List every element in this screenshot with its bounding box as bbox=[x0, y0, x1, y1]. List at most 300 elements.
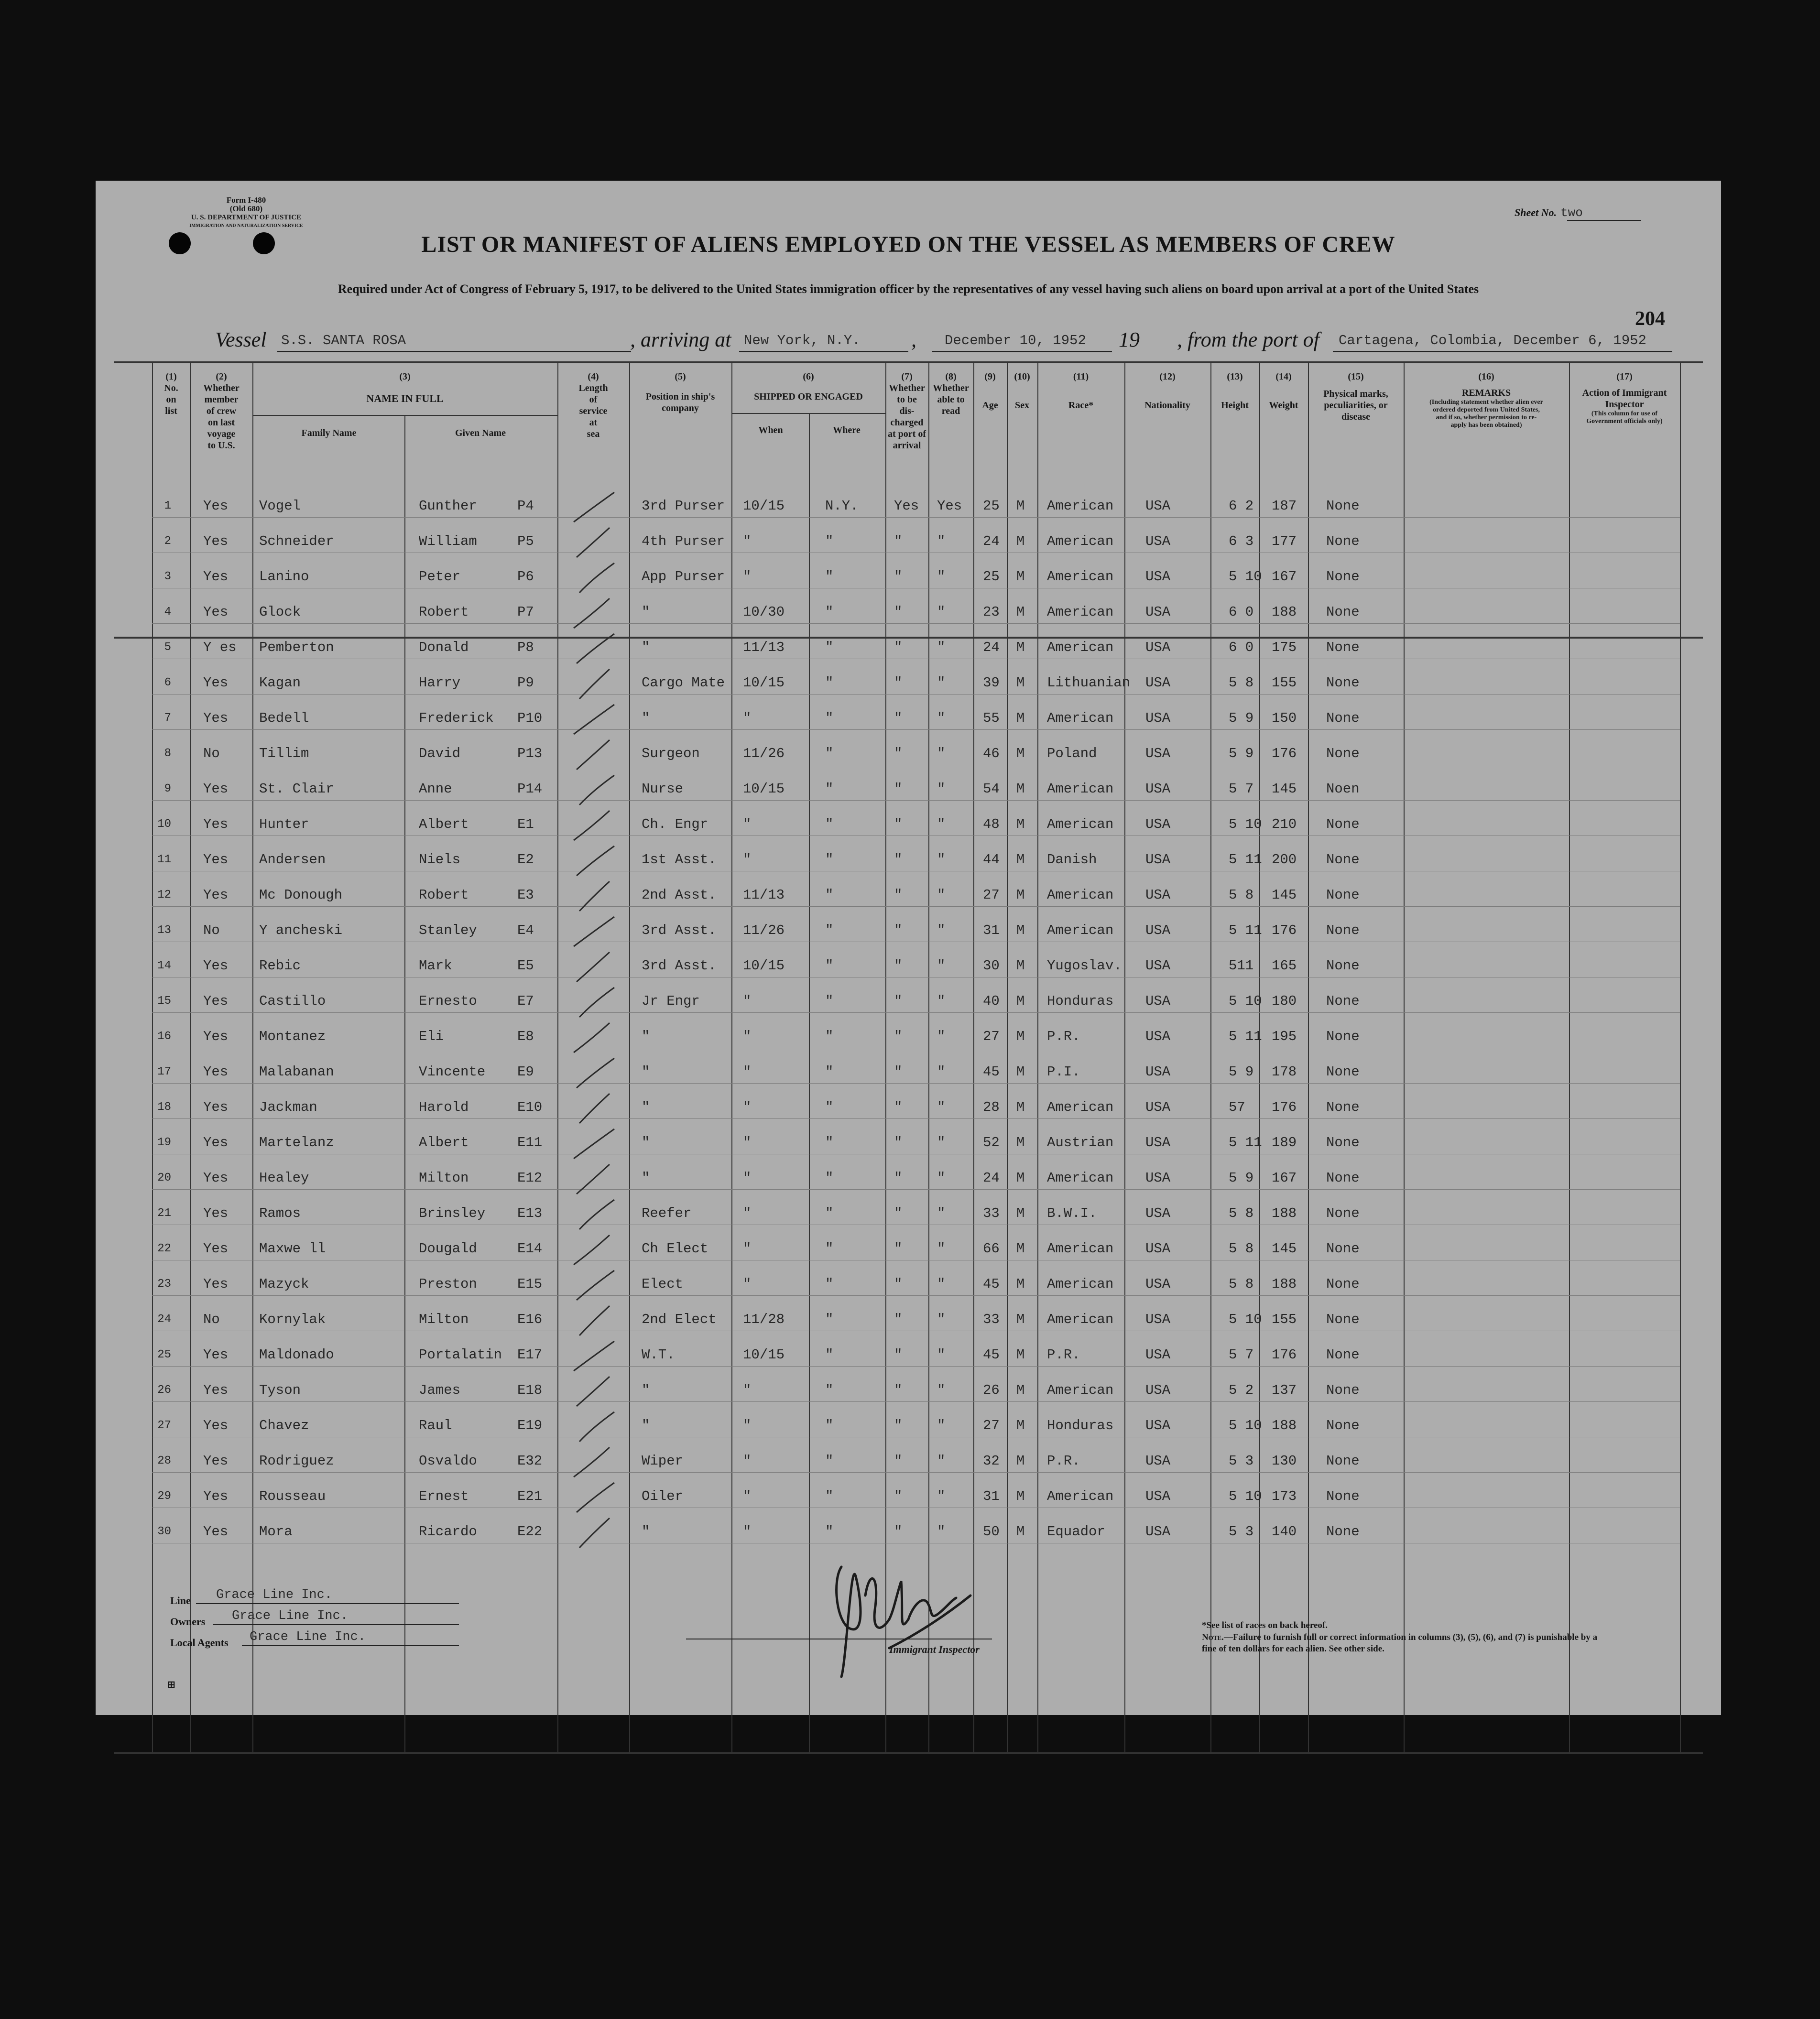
cell-marks: None bbox=[1326, 1382, 1360, 1398]
cell-weight: 140 bbox=[1272, 1524, 1297, 1540]
cell-nationality: USA bbox=[1145, 640, 1171, 655]
cell-race: American bbox=[1047, 640, 1114, 655]
cell-age: 27 bbox=[983, 1029, 1000, 1044]
service-stroke bbox=[577, 1270, 614, 1300]
cell-family: Jackman bbox=[259, 1099, 317, 1115]
sheet-number-block bbox=[1515, 206, 1691, 220]
line-label: Line bbox=[170, 1595, 191, 1607]
service-stroke bbox=[579, 1518, 610, 1548]
service-stroke bbox=[574, 811, 610, 840]
cell-age: 24 bbox=[983, 533, 1000, 549]
cell-where: " bbox=[825, 746, 834, 761]
cell-no: 17 bbox=[157, 1065, 171, 1078]
cell-code: E18 bbox=[517, 1382, 543, 1398]
cell-height: 5 2 bbox=[1229, 1382, 1254, 1398]
cell-prev: No bbox=[203, 923, 220, 938]
cell-family: Castillo bbox=[259, 993, 326, 1009]
cell-code: E11 bbox=[517, 1135, 543, 1151]
cell-where: " bbox=[825, 1312, 834, 1327]
cell-no: 9 bbox=[164, 782, 171, 795]
header-family-name: Family Name bbox=[301, 428, 357, 438]
cell-discharged: " bbox=[894, 1276, 903, 1292]
cell-weight: 189 bbox=[1272, 1135, 1297, 1151]
header-col-4: (4) Length of service at sea bbox=[578, 371, 608, 439]
cell-given: David bbox=[419, 746, 461, 761]
cell-marks: None bbox=[1326, 533, 1360, 549]
cell-nationality: USA bbox=[1145, 498, 1171, 514]
cell-nationality: USA bbox=[1145, 675, 1171, 691]
cell-height: 5 8 bbox=[1229, 887, 1254, 903]
cell-read: " bbox=[937, 710, 946, 726]
cell-marks: None bbox=[1326, 604, 1360, 620]
cell-discharged: " bbox=[894, 746, 903, 761]
cell-position: " bbox=[642, 1135, 650, 1151]
cell-height: 5 11 bbox=[1229, 923, 1262, 938]
cell-given: Preston bbox=[419, 1276, 477, 1292]
cell-given: Harry bbox=[419, 675, 461, 691]
port-comma: , bbox=[911, 328, 916, 351]
cell-no: 8 bbox=[164, 747, 171, 760]
service-stroke bbox=[574, 1023, 610, 1053]
cell-race: American bbox=[1047, 1276, 1114, 1292]
row-rule bbox=[152, 1189, 1680, 1190]
service-stroke-mark bbox=[569, 1479, 626, 1517]
cell-discharged: " bbox=[894, 1170, 903, 1186]
cell-marks: None bbox=[1326, 887, 1360, 903]
cell-given: Mark bbox=[419, 958, 452, 974]
cell-marks: None bbox=[1326, 852, 1360, 868]
cell-code: E9 bbox=[517, 1064, 534, 1080]
cell-nationality: USA bbox=[1145, 1488, 1171, 1504]
cell-family: Montanez bbox=[259, 1029, 326, 1044]
cell-when: " bbox=[743, 1241, 752, 1257]
cell-weight: 188 bbox=[1272, 604, 1297, 620]
service-stroke bbox=[579, 988, 614, 1017]
cell-no: 29 bbox=[157, 1490, 171, 1503]
cell-no: 3 bbox=[164, 570, 171, 583]
cell-marks: None bbox=[1326, 1029, 1360, 1044]
cell-code: P5 bbox=[517, 533, 534, 549]
cell-prev: Yes bbox=[203, 1170, 229, 1186]
cell-when: " bbox=[743, 1418, 752, 1433]
service-stroke-mark bbox=[569, 488, 626, 527]
cell-discharged: " bbox=[894, 781, 903, 797]
header-col-1: (1) No. on list bbox=[164, 371, 178, 416]
service-stroke bbox=[579, 1200, 614, 1229]
cell-discharged: " bbox=[894, 1205, 903, 1221]
page-subtitle: Required under Act of Congress of February 5, 1917, to be delivered to the United States immigration officer by the representatives of any vessel having such aliens on board upon arrival at a port of the United States bbox=[338, 282, 1479, 296]
cell-where: " bbox=[825, 1135, 834, 1151]
cell-nationality: USA bbox=[1145, 1524, 1171, 1540]
cell-where: " bbox=[825, 958, 834, 974]
service-stroke-mark bbox=[569, 1267, 626, 1305]
cell-height: 5 11 bbox=[1229, 852, 1262, 868]
cell-weight: 155 bbox=[1272, 1312, 1297, 1327]
cell-race: American bbox=[1047, 498, 1114, 514]
cell-read: " bbox=[937, 993, 946, 1009]
cell-read: " bbox=[937, 1170, 946, 1186]
cell-discharged: " bbox=[894, 640, 903, 655]
cell-where: " bbox=[825, 1488, 834, 1504]
cell-family: Mc Donough bbox=[259, 887, 343, 903]
subheader-rule bbox=[731, 413, 885, 414]
form-agency: U. S. DEPARTMENT OF JUSTICE bbox=[191, 214, 302, 221]
header-col-2: (2) Whether member of crew on last voyage to U.S. bbox=[203, 371, 240, 451]
service-stroke bbox=[574, 1129, 614, 1159]
cell-height: 5 9 bbox=[1229, 1170, 1254, 1186]
cell-height: 5 10 bbox=[1229, 1418, 1262, 1433]
cell-marks: None bbox=[1326, 1418, 1360, 1433]
cell-sex: M bbox=[1016, 1488, 1025, 1504]
cell-read: " bbox=[937, 675, 946, 691]
cell-read: " bbox=[937, 1205, 946, 1221]
cell-age: 50 bbox=[983, 1524, 1000, 1540]
crew-table bbox=[114, 361, 1703, 1718]
cell-family: Chavez bbox=[259, 1418, 309, 1433]
race-note: *See list of races on back hereof. bbox=[1202, 1620, 1328, 1630]
cell-position: Nurse bbox=[642, 781, 684, 797]
cell-where: " bbox=[825, 710, 834, 726]
row-rule bbox=[152, 1118, 1680, 1119]
from-underline bbox=[1333, 351, 1672, 352]
cell-marks: Noen bbox=[1326, 781, 1360, 797]
cell-where: " bbox=[825, 533, 834, 549]
cell-weight: 195 bbox=[1272, 1029, 1297, 1044]
service-stroke-mark bbox=[569, 948, 626, 987]
cell-sex: M bbox=[1016, 1064, 1025, 1080]
cell-nationality: USA bbox=[1145, 923, 1171, 938]
cell-weight: 177 bbox=[1272, 533, 1297, 549]
cell-race: Equador bbox=[1047, 1524, 1105, 1540]
cell-weight: 180 bbox=[1272, 993, 1297, 1009]
cell-no: 6 bbox=[164, 676, 171, 689]
cell-race: Yugoslav. bbox=[1047, 958, 1122, 974]
cell-code: P6 bbox=[517, 569, 534, 585]
cell-prev: Yes bbox=[203, 781, 229, 797]
cell-sex: M bbox=[1016, 675, 1025, 691]
service-stroke-mark bbox=[569, 984, 626, 1022]
service-stroke-mark bbox=[569, 736, 626, 774]
cell-discharged: " bbox=[894, 958, 903, 974]
cell-discharged: " bbox=[894, 675, 903, 691]
cell-code: E7 bbox=[517, 993, 534, 1009]
cell-family: Schneider bbox=[259, 533, 334, 549]
cell-when: 11/13 bbox=[743, 640, 785, 655]
cell-sex: M bbox=[1016, 1347, 1025, 1363]
cell-race: American bbox=[1047, 604, 1114, 620]
cell-given: Frederick bbox=[419, 710, 494, 726]
service-stroke-mark bbox=[569, 559, 626, 597]
cell-where: " bbox=[825, 1347, 834, 1363]
inspector-signature bbox=[813, 1538, 1004, 1682]
cell-given: Gunther bbox=[419, 498, 477, 514]
cell-sex: M bbox=[1016, 1205, 1025, 1221]
cell-code: E32 bbox=[517, 1453, 543, 1469]
form-service: IMMIGRATION AND NATURALIZATION SERVICE bbox=[189, 223, 303, 228]
cell-where: " bbox=[825, 1064, 834, 1080]
service-stroke bbox=[577, 1377, 610, 1406]
cell-where: " bbox=[825, 1029, 834, 1044]
cell-height: 5 10 bbox=[1229, 816, 1262, 832]
cell-age: 24 bbox=[983, 640, 1000, 655]
cell-marks: None bbox=[1326, 1453, 1360, 1469]
cell-read: " bbox=[937, 852, 946, 868]
service-stroke-mark bbox=[569, 595, 626, 633]
cell-sex: M bbox=[1016, 498, 1025, 514]
service-stroke-mark bbox=[569, 913, 626, 951]
cell-position: Surgeon bbox=[642, 746, 700, 761]
manifest-sheet bbox=[96, 181, 1721, 1715]
fine-note-text: —Failure to furnish full or correct information in columns (3), (5), (6), and (7) is punishable by a fine of ten dollars for each alien. See other side. bbox=[1202, 1632, 1598, 1654]
service-stroke-mark bbox=[569, 524, 626, 562]
cell-nationality: USA bbox=[1145, 1347, 1171, 1363]
cell-height: 6 0 bbox=[1229, 604, 1254, 620]
cell-given: Osvaldo bbox=[419, 1453, 477, 1469]
cell-age: 33 bbox=[983, 1205, 1000, 1221]
row-rule bbox=[152, 800, 1680, 801]
cell-code: P8 bbox=[517, 640, 534, 655]
cell-age: 45 bbox=[983, 1276, 1000, 1292]
cell-code: E2 bbox=[517, 852, 534, 868]
cell-age: 55 bbox=[983, 710, 1000, 726]
cell-discharged: " bbox=[894, 1418, 903, 1433]
cell-marks: None bbox=[1326, 993, 1360, 1009]
cell-no: 23 bbox=[157, 1278, 171, 1291]
service-stroke-mark bbox=[569, 1408, 626, 1446]
cell-family: Hunter bbox=[259, 816, 309, 832]
cell-family: Mora bbox=[259, 1524, 293, 1540]
column-rule bbox=[1308, 361, 1309, 1752]
service-stroke-mark bbox=[569, 878, 626, 916]
column-rule bbox=[1569, 361, 1570, 1752]
service-stroke bbox=[579, 669, 610, 699]
cell-sex: M bbox=[1016, 1170, 1025, 1186]
service-stroke bbox=[577, 634, 614, 663]
service-stroke-mark bbox=[569, 701, 626, 739]
cell-race: Danish bbox=[1047, 852, 1097, 868]
service-stroke-mark bbox=[569, 1444, 626, 1482]
cell-no: 25 bbox=[157, 1348, 171, 1361]
cell-height: 5 3 bbox=[1229, 1524, 1254, 1540]
cell-family: Maldonado bbox=[259, 1347, 334, 1363]
cell-age: 48 bbox=[983, 816, 1000, 832]
cell-where: " bbox=[825, 1276, 834, 1292]
cell-prev: Yes bbox=[203, 1488, 229, 1504]
cell-race: Austrian bbox=[1047, 1135, 1114, 1151]
cell-when: " bbox=[743, 816, 752, 832]
cell-weight: 176 bbox=[1272, 746, 1297, 761]
column-rule bbox=[252, 361, 253, 1752]
fine-note bbox=[1202, 1632, 1613, 1655]
cell-prev: No bbox=[203, 746, 220, 761]
cell-when: 10/15 bbox=[743, 781, 785, 797]
cell-nationality: USA bbox=[1145, 1135, 1171, 1151]
year-label: 19 bbox=[1119, 328, 1140, 351]
cell-code: E1 bbox=[517, 816, 534, 832]
row-rule bbox=[152, 517, 1680, 518]
service-stroke bbox=[574, 598, 610, 628]
cell-marks: None bbox=[1326, 1312, 1360, 1327]
cell-no: 24 bbox=[157, 1313, 171, 1326]
cell-position: 3rd Purser bbox=[642, 498, 725, 514]
cell-weight: 188 bbox=[1272, 1205, 1297, 1221]
column-rule bbox=[731, 361, 732, 1752]
cell-position: 2nd Asst. bbox=[642, 887, 717, 903]
cell-read: " bbox=[937, 923, 946, 938]
cell-race: P.R. bbox=[1047, 1453, 1080, 1469]
cell-weight: 165 bbox=[1272, 958, 1297, 974]
cell-when: " bbox=[743, 1029, 752, 1044]
cell-no: 2 bbox=[164, 535, 171, 548]
header-col-15: (15) Physical marks, peculiarities, or disease bbox=[1323, 371, 1388, 422]
column-rule bbox=[1680, 361, 1681, 1752]
row-rule bbox=[152, 694, 1680, 695]
column-rule bbox=[557, 361, 558, 1752]
cell-prev: Yes bbox=[203, 533, 229, 549]
cell-family: Vogel bbox=[259, 498, 301, 514]
cell-position: 3rd Asst. bbox=[642, 923, 717, 938]
cell-position: Reefer bbox=[642, 1205, 692, 1221]
cell-race: P.R. bbox=[1047, 1029, 1080, 1044]
service-stroke bbox=[579, 1412, 614, 1442]
cell-read: " bbox=[937, 1135, 946, 1151]
cell-read: " bbox=[937, 1382, 946, 1398]
cell-nationality: USA bbox=[1145, 604, 1171, 620]
cell-no: 13 bbox=[157, 924, 171, 937]
cell-position: Jr Engr bbox=[642, 993, 700, 1009]
cell-read: " bbox=[937, 1276, 946, 1292]
cell-weight: 176 bbox=[1272, 1347, 1297, 1363]
cell-race: B.W.I. bbox=[1047, 1205, 1097, 1221]
cell-sex: M bbox=[1016, 1241, 1025, 1257]
cell-height: 5 3 bbox=[1229, 1453, 1254, 1469]
cell-marks: None bbox=[1326, 640, 1360, 655]
cell-no: 5 bbox=[164, 641, 171, 654]
cell-age: 39 bbox=[983, 675, 1000, 691]
agents-underline bbox=[242, 1645, 459, 1646]
cell-discharged: " bbox=[894, 816, 903, 832]
cell-read: " bbox=[937, 1418, 946, 1433]
cell-prev: No bbox=[203, 1312, 220, 1327]
service-stroke bbox=[574, 1447, 610, 1477]
cell-sex: M bbox=[1016, 710, 1025, 726]
column-rule bbox=[1037, 361, 1038, 1752]
cell-race: Honduras bbox=[1047, 1418, 1114, 1433]
header-col-7: (7) Whether to be dis- charged at port of arrival bbox=[888, 371, 926, 451]
cell-when: " bbox=[743, 1524, 752, 1540]
cell-discharged: " bbox=[894, 1382, 903, 1398]
cell-read: " bbox=[937, 1064, 946, 1080]
cell-no: 11 bbox=[157, 853, 171, 866]
cell-age: 46 bbox=[983, 746, 1000, 761]
row-rule bbox=[152, 1472, 1680, 1473]
cell-weight: 176 bbox=[1272, 923, 1297, 938]
cell-position: Elect bbox=[642, 1276, 684, 1292]
column-rule bbox=[1404, 361, 1405, 1752]
cell-position: " bbox=[642, 1099, 650, 1115]
cell-where: " bbox=[825, 887, 834, 903]
cell-age: 45 bbox=[983, 1347, 1000, 1363]
cell-nationality: USA bbox=[1145, 533, 1171, 549]
cell-height: 6 0 bbox=[1229, 640, 1254, 655]
cell-sex: M bbox=[1016, 1453, 1025, 1469]
cell-code: P10 bbox=[517, 710, 543, 726]
cell-code: E10 bbox=[517, 1099, 543, 1115]
cell-given: Anne bbox=[419, 781, 452, 797]
cell-position: Ch. Engr bbox=[642, 816, 708, 832]
sheet-label: Sheet No. bbox=[1515, 206, 1557, 218]
cell-given: Peter bbox=[419, 569, 461, 585]
header-col-9: (9) Age bbox=[982, 371, 998, 411]
cell-discharged: " bbox=[894, 1099, 903, 1115]
cell-family: Maxwe ll bbox=[259, 1241, 326, 1257]
cell-discharged: " bbox=[894, 923, 903, 938]
cell-discharged: " bbox=[894, 1488, 903, 1504]
cell-discharged: " bbox=[894, 1135, 903, 1151]
cell-age: 31 bbox=[983, 1488, 1000, 1504]
cell-weight: 176 bbox=[1272, 1099, 1297, 1115]
cell-no: 10 bbox=[157, 818, 171, 831]
cell-nationality: USA bbox=[1145, 1312, 1171, 1327]
subheader-rule bbox=[404, 415, 405, 1752]
cell-family: Rodriguez bbox=[259, 1453, 334, 1469]
cell-sex: M bbox=[1016, 1524, 1025, 1540]
cell-nationality: USA bbox=[1145, 1241, 1171, 1257]
cell-prev: Yes bbox=[203, 1453, 229, 1469]
cell-sex: M bbox=[1016, 958, 1025, 974]
cell-when: " bbox=[743, 1205, 752, 1221]
cell-no: 7 bbox=[164, 712, 171, 725]
vessel-name: S.S. SANTA ROSA bbox=[281, 333, 406, 348]
cell-height: 5 8 bbox=[1229, 675, 1254, 691]
cell-position: Wiper bbox=[642, 1453, 684, 1469]
cell-code: E16 bbox=[517, 1312, 543, 1327]
cell-sex: M bbox=[1016, 887, 1025, 903]
fine-note-label: Note. bbox=[1202, 1632, 1224, 1642]
cell-no: 27 bbox=[157, 1419, 171, 1432]
cell-given: Portalatin bbox=[419, 1347, 502, 1363]
cell-weight: 167 bbox=[1272, 1170, 1297, 1186]
cell-read: " bbox=[937, 1488, 946, 1504]
cell-sex: M bbox=[1016, 1276, 1025, 1292]
cell-prev: Yes bbox=[203, 1276, 229, 1292]
cell-sex: M bbox=[1016, 569, 1025, 585]
service-stroke bbox=[579, 1306, 610, 1335]
column-rule bbox=[629, 361, 630, 1752]
cell-prev: Yes bbox=[203, 675, 229, 691]
cell-given: Ernest bbox=[419, 1488, 469, 1504]
cell-sex: M bbox=[1016, 781, 1025, 797]
cell-when: " bbox=[743, 1276, 752, 1292]
cell-when: 11/13 bbox=[743, 887, 785, 903]
cell-where: " bbox=[825, 1453, 834, 1469]
cell-sex: M bbox=[1016, 993, 1025, 1009]
cell-discharged: Yes bbox=[894, 498, 919, 514]
cell-discharged: " bbox=[894, 993, 903, 1009]
form-number: Form I-480 bbox=[226, 195, 266, 205]
cell-nationality: USA bbox=[1145, 1064, 1171, 1080]
cell-family: Rousseau bbox=[259, 1488, 326, 1504]
cell-prev: Yes bbox=[203, 1205, 229, 1221]
cell-marks: None bbox=[1326, 498, 1360, 514]
cell-code: E4 bbox=[517, 923, 534, 938]
cell-marks: None bbox=[1326, 1524, 1360, 1540]
cell-family: Martelanz bbox=[259, 1135, 334, 1151]
cell-where: " bbox=[825, 781, 834, 797]
cell-marks: None bbox=[1326, 1276, 1360, 1292]
cell-where: " bbox=[825, 816, 834, 832]
service-stroke-mark bbox=[569, 1054, 626, 1093]
